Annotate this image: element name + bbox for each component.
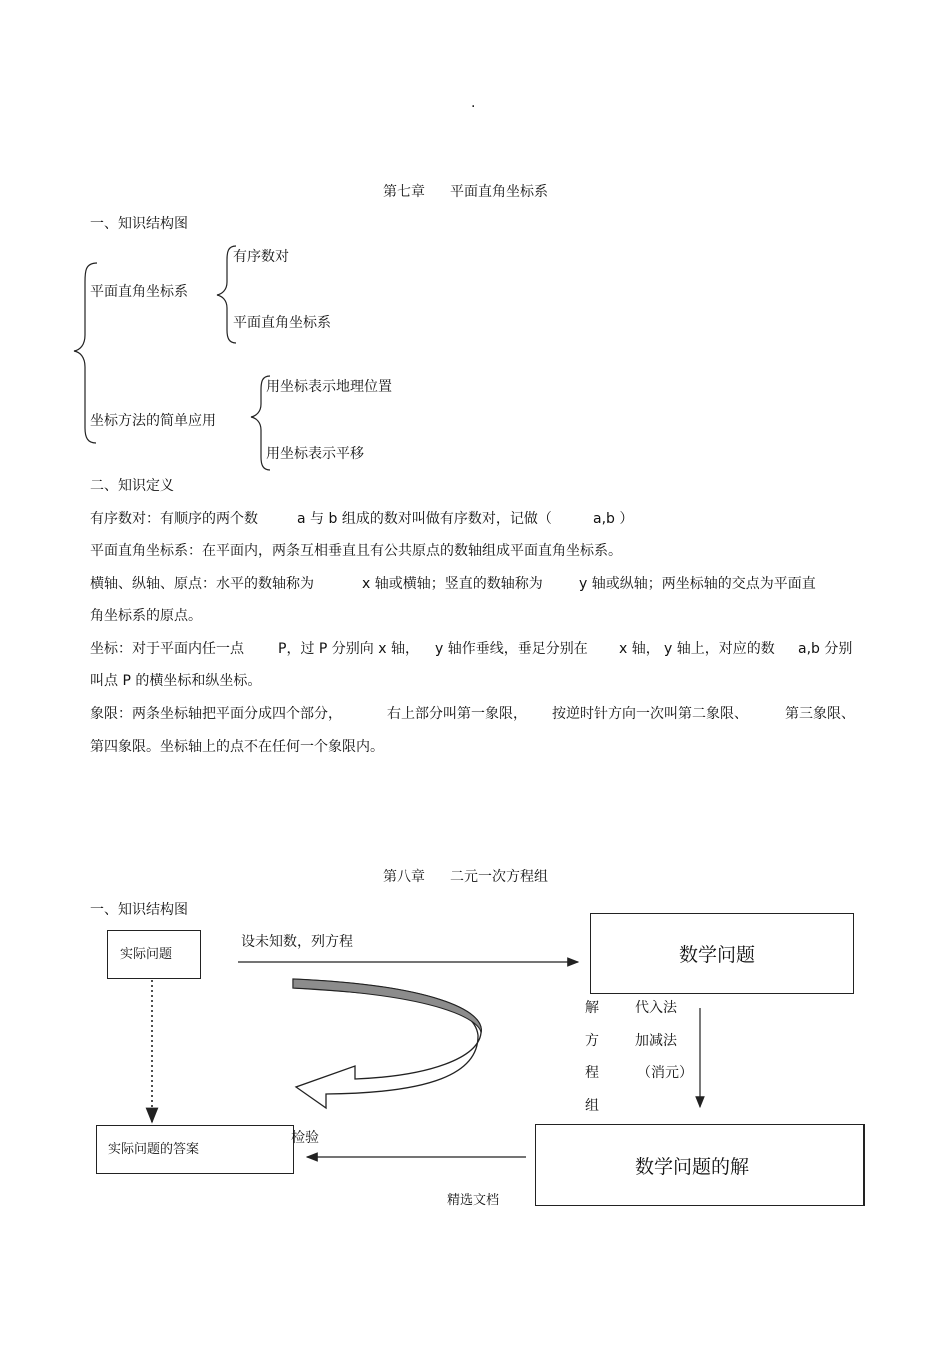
tree-node-coordinate-application: 坐标方法的简单应用 <box>90 413 216 429</box>
set-unknown-label: 设未知数，列方程 <box>241 934 353 950</box>
def-coordinate-3: y 轴作垂线，垂足分别在 <box>435 641 588 657</box>
header-dot: . <box>471 95 476 111</box>
chapter8-title: 二元一次方程组 <box>450 869 548 885</box>
def-quadrant-2: 右上部分叫第一象限， <box>387 706 527 722</box>
tree-node-coordinate-system: 平面直角坐标系 <box>90 284 188 300</box>
tree-leaf-translation: 用坐标表示平移 <box>266 446 364 462</box>
def-coordinate-5: y 轴上，对应的数 <box>664 641 775 657</box>
def-coordinate-6: a,b 分别 <box>798 641 853 657</box>
solve-char-4: 组 <box>585 1098 599 1114</box>
footer-label: 精选文档 <box>447 1193 500 1208</box>
def-coordinate-7: 叫点 P 的横坐标和纵坐标。 <box>90 673 262 689</box>
def-axes-1: 横轴、纵轴、原点：水平的数轴称为 <box>90 576 314 592</box>
chapter8-title-number: 第八章 <box>383 869 425 885</box>
def-coordinate-1: 坐标：对于平面内任一点 <box>90 641 244 657</box>
def-quadrant-4: 第三象限、 <box>785 706 855 722</box>
check-label: 检验 <box>291 1130 319 1146</box>
def-axes-3: y 轴或纵轴；两坐标轴的交点为平面直 <box>579 576 816 592</box>
def-axes-2: x 轴或横轴；竖直的数轴称为 <box>362 576 543 592</box>
def-quadrant-1: 象限：两条坐标轴把平面分成四个部分， <box>90 706 342 722</box>
method-addition: 加减法 <box>635 1033 677 1049</box>
def-coordinate-system: 平面直角坐标系：在平面内，两条互相垂直且有公共原点的数轴组成平面直角坐标系。 <box>90 543 622 559</box>
math-problem-label: 数学问题 <box>679 944 756 966</box>
def-quadrant-5: 第四象限。坐标轴上的点不在任何一个象限内。 <box>90 739 384 755</box>
solve-char-2: 方 <box>585 1033 599 1049</box>
tree-leaf-coordinate-system: 平面直角坐标系 <box>233 315 331 331</box>
ch8-section1-heading: 一、知识结构图 <box>90 902 188 918</box>
def-coordinate-4: x 轴， <box>619 641 660 657</box>
def-axes-4: 角坐标系的原点。 <box>90 608 202 624</box>
curved-return-arrow <box>293 979 481 1108</box>
tree-leaf-geographic-location: 用坐标表示地理位置 <box>266 379 392 395</box>
chapter7-title: 平面直角坐标系 <box>450 184 548 200</box>
chapter7-title-number: 第七章 <box>383 184 425 200</box>
solve-char-3: 程 <box>585 1065 599 1081</box>
def-ordered-pair-2: a 与 b 组成的数对叫做有序数对，记做（ <box>297 511 552 527</box>
solve-char-1: 解 <box>585 1000 599 1016</box>
def-ordered-pair-1: 有序数对：有顺序的两个数 <box>90 511 258 527</box>
ch7-section2-heading: 二、知识定义 <box>90 478 174 494</box>
method-elimination: （消元） <box>637 1065 693 1081</box>
def-quadrant-3: 按逆时针方向一次叫第二象限、 <box>552 706 748 722</box>
def-coordinate-2: P，过 P 分别向 x 轴， <box>278 641 419 657</box>
real-answer-label: 实际问题的答案 <box>108 1142 200 1157</box>
ch7-section1-heading: 一、知识结构图 <box>90 216 188 232</box>
def-ordered-pair-3: a,b ） <box>593 511 634 527</box>
method-substitution: 代入法 <box>635 1000 677 1016</box>
math-solution-label: 数学问题的解 <box>635 1156 750 1178</box>
tree-leaf-ordered-pair: 有序数对 <box>233 249 289 265</box>
real-problem-label: 实际问题 <box>120 947 173 962</box>
